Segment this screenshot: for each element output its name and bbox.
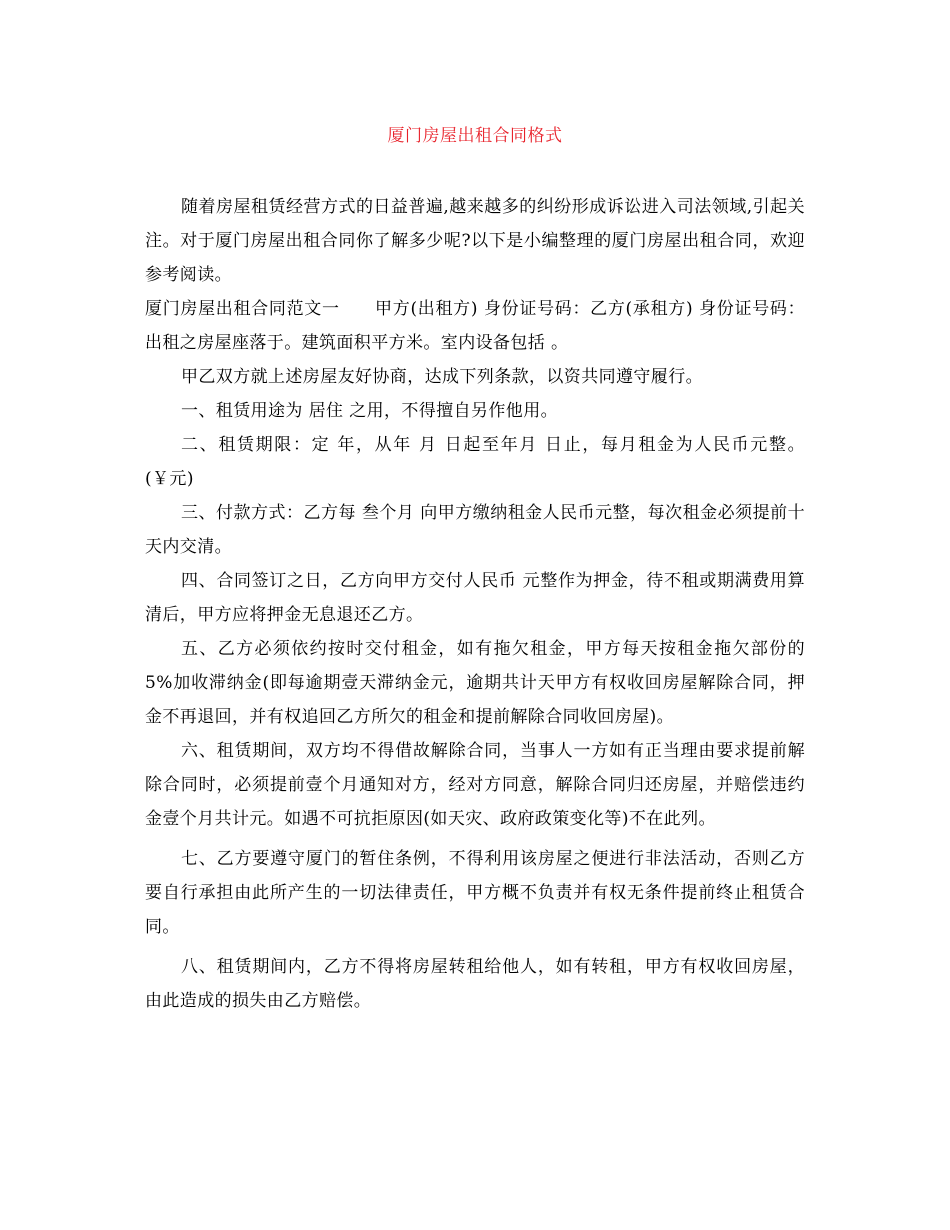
clause-5: 五、乙方必须依约按时交付租金，如有拖欠租金，甲方每天按租金拖欠部份的 5%加收滞纳金(即每逾期壹天滞纳金元，逾期共计天甲方有权收回房屋解除合同，押金不再退回，并有权追回乙方所欠的租金和提前解除合同收回房屋)。 — [145, 639, 805, 727]
clause-1: 一、租赁用途为 居住 之用，不得擅自另作他用。 — [181, 401, 559, 421]
sample-heading-paragraph: 厦门房屋出租合同范文一 甲方(出租方) 身份证号码：乙方(承租方) 身份证号码：出租之房屋座落于。建筑面积平方米。室内设备包括 。 — [145, 299, 805, 353]
clause-7: 七、乙方要遵守厦门的暂住条例，不得利用该房屋之便进行非法活动，否则乙方要自行承担由此所产生的一切法律责任，甲方概不负责并有权无条件提前终止租赁合同。 — [145, 849, 805, 937]
clause-3: 三、付款方式：乙方每 叁个月 向甲方缴纳租金人民币元整，每次租金必须提前十天内交清。 — [145, 503, 805, 557]
clause-4: 四、合同签订之日，乙方向甲方交付人民币 元整作为押金，待不租或期满费用算清后，甲方应将押金无息退还乙方。 — [145, 571, 805, 625]
clause-2: 二、租赁期限：定 年，从年 月 日起至年月 日止，每月租金为人民币元整。(￥元) — [145, 435, 805, 489]
clause-6: 六、租赁期间，双方均不得借故解除合同，当事人一方如有正当理由要求提前解除合同时，必须提前壹个月通知对方，经对方同意，解除合同归还房屋，并赔偿违约金壹个月共计元。如遇不可抗拒原因(如天灾、政府政策变化等)不在此列。 — [145, 741, 805, 829]
intro-paragraph: 随着房屋租赁经营方式的日益普遍,越来越多的纠纷形成诉讼进入司法领域,引起关注。对于厦门房屋出租合同你了解多少呢?以下是小编整理的厦门房屋出租合同，欢迎参考阅读。 — [145, 197, 805, 285]
agreement-paragraph: 甲乙双方就上述房屋友好协商，达成下列条款，以资共同遵守履行。 — [181, 367, 703, 387]
document-title: 厦门房屋出租合同格式 — [387, 126, 563, 146]
document-body — [145, 190, 805, 1018]
clause-8: 八、租赁期间内，乙方不得将房屋转租给他人，如有转租，甲方有权收回房屋，由此造成的损失由乙方赔偿。 — [145, 957, 805, 1011]
